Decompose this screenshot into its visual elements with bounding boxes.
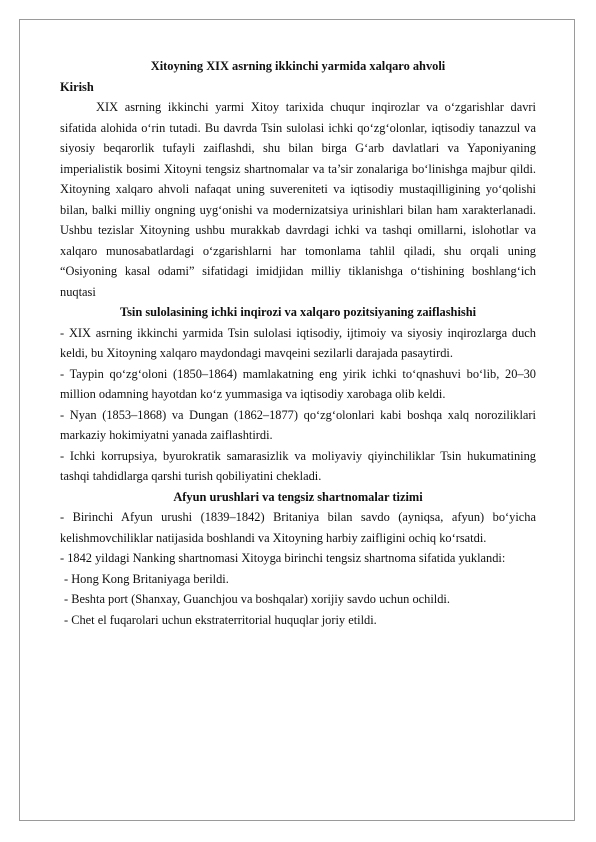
sub-list-item: - Hong Kong Britaniyaga berildi.	[64, 571, 229, 586]
sub-list-item: - Chet el fuqarolari uchun ekstraterritorial huquqlar joriy etildi.	[64, 612, 377, 627]
section-heading: Afyun urushlari va tengsiz shartnomalar tizimi	[173, 489, 423, 504]
list-item: - XIX asrning ikkinchi yarmida Tsin sulolasi iqtisodiy, ijtimoiy va siyosiy inqirozlarga duch keldi, bu Xitoyning xalqaro maydondagi mavqeini sezilarli darajada pasaytirdi.	[60, 325, 536, 360]
list-item: - Taypin qo‘zg‘oloni (1850–1864) mamlakatning eng yirik ichki to‘qnashuvi bo‘lib, 20–30 million odamning hayotdan ko‘z yummasiga va iqtisodiy xarobaga olib keldi.	[60, 366, 536, 401]
sub-list-item: - Beshta port (Shanxay, Guanchjou va boshqalar) xorijiy savdo uchun ochildi.	[64, 592, 450, 606]
intro-paragraph: XIX asrning ikkinchi yarmi Xitoy tarixida chuqur inqirozlar va o‘zgarishlar davri sifatida alohida o‘rin tutadi. Bu davrda Tsin sulolasi ichki qo‘zg‘olonlar, iqtisodiy tanazzul va siyosiy beqarorlik tufayli zaiflashdi, shu bilan birga G‘arb davlatlari va Yaponiyaning imperialistik bosimi Xitoyni tengsiz shartnomalar va ta’sir zonalariga bo‘linishga majbur qildi. Xitoyning xalqaro ahvoli nafaqat uning suvereniteti va iqtisodiy mustaqilligining yo‘qolishi bilan, balki milliy ongning uyg‘onishi va modernizatsiya urinishlari bilan ham xarakterlanadi. Ushbu tezislar Xitoyning ushbu murakkab davrdagi ichki va tashqi omillarni, islohotlar va xalqaro munosabatlardagi o‘zgarishlarni har tomonlama tahlil qiladi, shu orqali uning “Osiyoning kasal odami” sifatidagi imidjidan milliy tiklanishga o‘tishining boshlang‘ich nuqtasi	[60, 100, 536, 299]
list-item: - Ichki korrupsiya, byurokratik samarasizlik va moliyaviy qiyinchiliklar Tsin hukumatining tashqi tahdidlarga qarshi turish qobiliyatini chekladi.	[60, 448, 536, 483]
list-item: - 1842 yildagi Nanking shartnomasi Xitoyga birinchi tengsiz shartnoma sifatida yuklandi:	[60, 551, 506, 565]
document-page	[60, 56, 536, 630]
document-title: Xitoyning XIX asrning ikkinchi yarmida xalqaro ahvoli	[150, 59, 446, 73]
intro-heading: Kirish	[60, 79, 94, 94]
list-item: - Nyan (1853–1868) va Dungan (1862–1877) qo‘zg‘olonlari kabi boshqa xalq noroziliklari markaziy hokimiyatni yanada zaiflashtirdi.	[60, 407, 536, 442]
section-heading: Tsin sulolasining ichki inqirozi va xalqaro pozitsiyaning zaiflashishi	[119, 305, 477, 319]
list-item: - Birinchi Afyun urushi (1839–1842) Britaniya bilan savdo (ayniqsa, afyun) bo‘yicha kelishmovchiliklar natijasida boshlandi va Xitoyning harbiy zaifligini ochiq ko‘rsatdi.	[60, 510, 536, 545]
